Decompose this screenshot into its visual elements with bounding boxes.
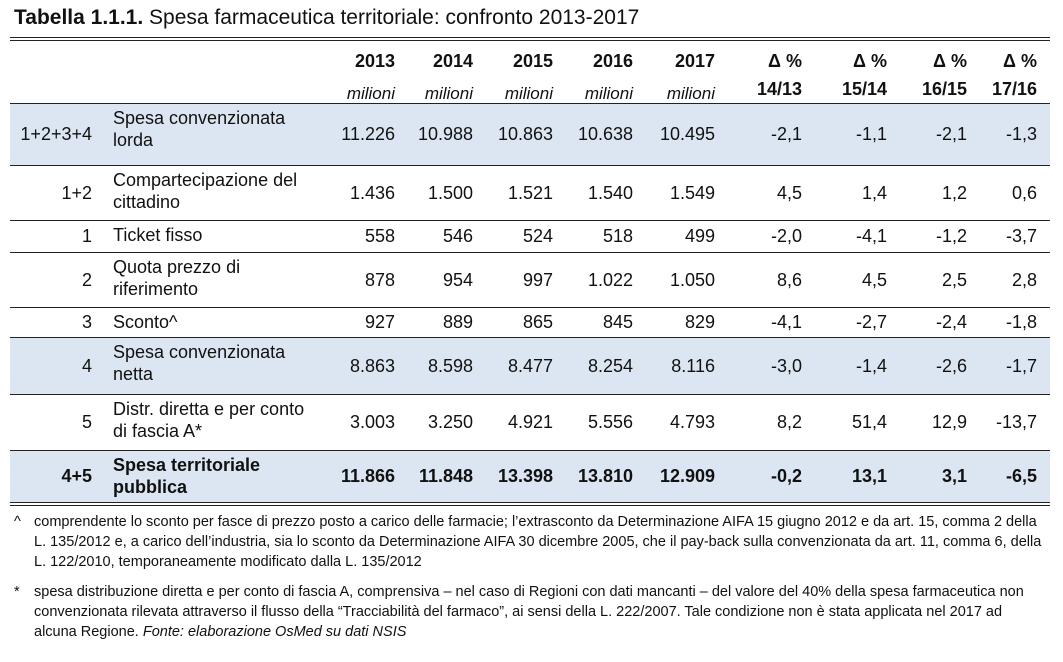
value-cell: 546 [442,226,473,246]
delta-cell: 0,6 [1011,182,1037,203]
value-cell: 8.254 [587,355,633,376]
footnote-mark: ^ [14,514,21,530]
delta-cell: -3,0 [770,355,802,376]
delta-cell: 3,1 [941,466,967,486]
footnote-text-wrap [34,582,1044,642]
delta-cell: 2,5 [941,269,967,290]
top-rule [10,37,1050,38]
delta-cell: -1,7 [1005,355,1037,376]
row-label: Ticket fisso [113,225,203,245]
delta-cell: 1,2 [941,182,967,203]
delta-header-symbol: Δ % [853,51,887,71]
row-code: 2 [81,269,92,290]
delta-cell: -2,0 [770,226,802,246]
value-cell: 1.521 [507,182,553,203]
row-rule [10,220,1050,221]
value-cell: 13.398 [497,466,553,486]
footnote-text: spesa distribuzione diretta e per conto di fascia A, comprensiva – nel caso di Regioni con dati mancanti – del valore del 40% della spesa farmaceutica non convenzionata rilevata attraverso il flusso della “Tracciabilità del farmaco”, ai sensi della L. 222/2007. Tale condizione non è stata applicata nel 2017 ad alcuna Regione. [34,584,1024,640]
delta-cell: -13,7 [995,412,1037,432]
table-number: Tabella 1.1.1. [14,6,144,29]
delta-cell: -4,1 [855,226,887,246]
year-header: 2013 [354,51,395,71]
unit-label: milioni [504,84,553,103]
row-code: 4+5 [61,466,92,486]
delta-header-period: 17/16 [991,79,1037,99]
footnote-caret [14,512,1044,572]
delta-cell: -2,6 [935,355,967,376]
unit-label: milioni [584,84,633,103]
delta-cell: -4,1 [770,312,802,332]
footnote-source: Fonte: elaborazione OsMed su dati NSIS [142,624,407,640]
unit-label: milioni [346,84,395,103]
value-cell: 10.988 [417,124,473,144]
row-code: 1+2+3+4 [20,124,92,144]
year-header: 2016 [592,51,633,71]
delta-cell: 1,4 [861,182,887,203]
table-caption: Spesa farmaceutica territoriale: confronto 2013-2017 [149,6,640,29]
row-code: 1 [81,226,92,246]
value-cell: 8.598 [427,355,473,376]
value-cell: 1.549 [669,182,715,203]
value-cell: 1.022 [587,269,633,290]
value-cell: 10.863 [497,124,553,144]
delta-cell: -1,3 [1005,124,1037,144]
delta-cell: -1,4 [855,355,887,376]
value-cell: 954 [442,269,473,290]
value-cell: 11.226 [341,124,395,144]
delta-cell: 2,8 [1011,269,1037,290]
value-cell: 845 [602,312,633,332]
row-code: 3 [81,312,92,332]
delta-cell: 13,1 [851,466,887,486]
value-cell: 1.050 [669,269,715,290]
value-cell: 829 [684,312,715,332]
row-label: Sconto^ [113,312,178,332]
row-code: 1+2 [61,182,92,203]
row-rule [10,450,1050,451]
value-cell: 3.250 [427,412,473,432]
value-cell: 1.540 [587,182,633,203]
row-label: Quota prezzo di riferimento [113,257,241,299]
delta-cell: -0,2 [770,466,802,486]
value-cell: 1.500 [427,182,473,203]
delta-header-period: 16/15 [921,79,967,99]
delta-cell: -2,1 [770,124,802,144]
delta-cell: 12,9 [931,412,967,432]
row-rule [10,103,1050,104]
value-cell: 499 [684,226,715,246]
value-cell: 8.477 [507,355,553,376]
year-header: 2015 [512,51,553,71]
delta-header-symbol: Δ % [768,51,802,71]
value-cell: 1.436 [349,182,395,203]
delta-cell: 4,5 [861,269,887,290]
unit-label: milioni [424,84,473,103]
row-label: Spesa convenzionata netta [113,342,286,384]
delta-cell: 8,2 [776,412,802,432]
row-code: 4 [81,355,92,376]
value-cell: 3.003 [349,412,395,432]
value-cell: 524 [522,226,553,246]
value-cell: 13.810 [577,466,633,486]
delta-cell: -2,4 [935,312,967,332]
delta-cell: -1,8 [1005,312,1037,332]
row-rule [10,307,1050,308]
delta-cell: -3,7 [1005,226,1037,246]
value-cell: 927 [364,312,395,332]
row-label: Compartecipazione del cittadino [113,170,298,212]
top-rule-double [10,40,1050,41]
delta-header-period: 14/13 [756,79,802,99]
bottom-rule-double [10,505,1050,506]
value-cell: 11.848 [418,466,473,486]
row-label: Spesa convenzionata lorda [113,108,286,150]
delta-header-period: 15/14 [841,79,887,99]
year-header: 2017 [674,51,715,71]
delta-cell: -6,5 [1005,466,1037,486]
row-code: 5 [81,412,92,432]
row-rule [10,394,1050,395]
value-cell: 8.116 [671,355,715,376]
unit-label: milioni [666,84,715,103]
value-cell: 8.863 [349,355,395,376]
value-cell: 10.638 [577,124,633,144]
value-cell: 5.556 [587,412,633,432]
delta-cell: -1,1 [855,124,887,144]
footnote-asterisk [14,582,1044,642]
value-cell: 11.866 [340,466,395,486]
value-cell: 558 [364,226,395,246]
row-rule [10,252,1050,253]
delta-cell: -2,7 [855,312,887,332]
value-cell: 12.909 [659,466,715,486]
year-header: 2014 [432,51,473,71]
value-cell: 878 [364,269,395,290]
delta-cell: 51,4 [851,412,887,432]
value-cell: 865 [522,312,553,332]
table-title [14,6,639,30]
delta-cell: 8,6 [776,269,802,290]
row-rule [10,337,1050,338]
row-label: Distr. diretta e per conto di fascia A* [113,399,305,441]
footnote-text: comprendente lo sconto per fasce di prezzo posto a carico delle farmacie; l’extrasconto da Determinazione AIFA 15 giugno 2012 e da art. 15, comma 2 della L. 135/2012 e, a carico dell’industria, sia lo sconto da Determinazione AIFA 30 dicembre 2005, che il pay-back sulla convenzionata da art. 11, comma 6, della L. 122/2010, temporaneamente modificato dalla L. 135/2012 [34,514,1042,570]
value-cell: 889 [442,312,473,332]
bottom-rule [10,502,1050,503]
delta-cell: -2,1 [935,124,967,144]
value-cell: 997 [522,269,553,290]
delta-cell: 4,5 [776,182,802,203]
row-label: Spesa territoriale pubblica [113,455,261,497]
footnote-mark: * [14,584,20,600]
delta-cell: -1,2 [935,226,967,246]
delta-header-symbol: Δ % [933,51,967,71]
value-cell: 518 [602,226,633,246]
delta-header-symbol: Δ % [1003,51,1037,71]
value-cell: 4.793 [669,412,715,432]
value-cell: 10.495 [659,124,715,144]
value-cell: 4.921 [507,412,553,432]
row-rule [10,165,1050,166]
